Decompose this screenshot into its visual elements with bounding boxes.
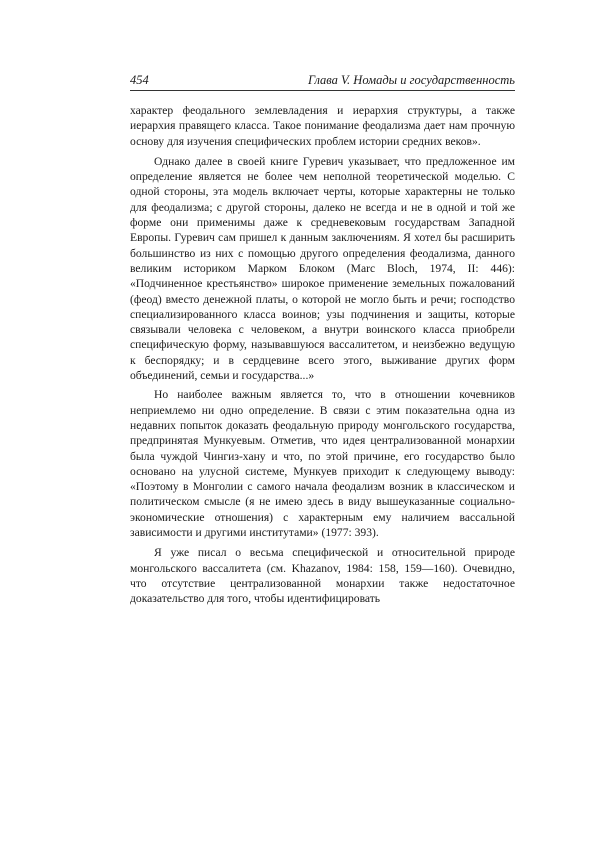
paragraph-1: характер феодального землевладения и иерархия структуры, а также иерархия правящего класса. Такое понимание феодализма дает нам прочную основу для изучения специфических проблем истории средних веков». (130, 104, 515, 148)
body-text (130, 103, 515, 607)
page-number: 454 (130, 73, 149, 87)
paragraph-3: Но наиболее важным является то, что в отношении кочевников неприемлемо ни одно определение. В связи с этим показательна одна из недавних попыток доказать феодальную природу монгольского государства, предпринятая Мункуевым. Отметив, что идея централизованной монархии была чуждой Чингиз-хану и что, по этой причине, его государство было основано на улусной системе, Мункуев приходит к следующему выводу: «Поэтому в Монголии с самого начала феодализм возник в классическом и политическом смысле (я не имею здесь в виду вышеуказанные социально-экономические отношения) с характерным ему наличием вассальной зависимости и другими институтами» (1977: 393). (130, 388, 515, 540)
chapter-title: Глава V. Номады и государственность (308, 73, 515, 87)
paragraph-4: Я уже писал о весьма специфической и относительной природе монгольского вассалитета (см. Khazanov, 1984: 158, 159—160). Очевидно, что отсутствие централизованной монархии также недостаточное доказательство для того, чтобы идентифицировать (130, 546, 515, 606)
header-rule (130, 90, 515, 91)
paragraph-2: Однако далее в своей книге Гуревич указывает, что предложенное им определение является не более чем неполной теоретической моделью. С одной стороны, эта модель включает черты, которые характерны не только для феодализма; с другой стороны, далеко не всегда и не в одной и той же форме они применимы даже к средневековым государствам Западной Европы. Гуревич сам пришел к данным заключениям. Я хотел бы расширить большинство из них с помощью другого определения феодализма, данного великим историком Марком Блоком (Marc Bloch, 1974, II: 446): «Подчиненное крестьянство» широкое применение земельных пожалований (феод) вместо денежной платы, о которой не могло быть и речи; господство специализированного класса воинов; узы подчинения и защиты, которые связывали человека с человеком, а внутри воинского класса приобрели специфическую форму, называвшуюся вассалитетом, и неизбежно ведущую к беспорядку; и в сердцевине всего этого, выживание других форм объединений, семьи и государства...» (130, 154, 515, 383)
running-header (130, 73, 515, 89)
